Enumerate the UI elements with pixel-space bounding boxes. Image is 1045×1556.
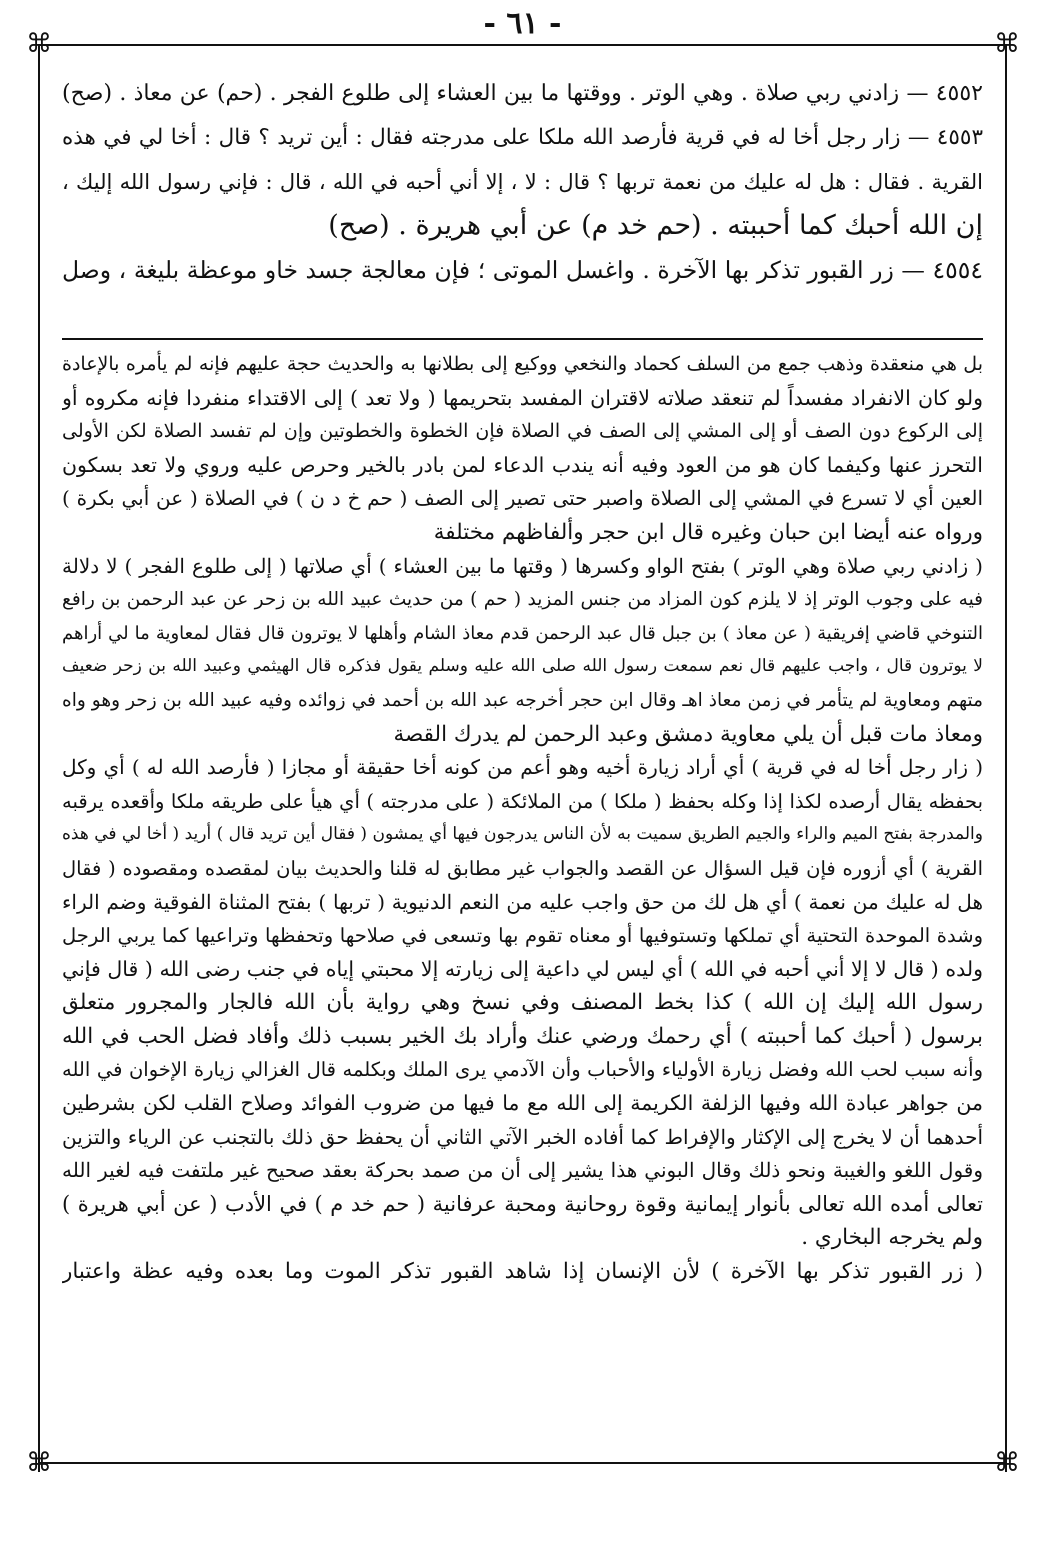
- commentary-line: برسول ( أحبك كما أحببته ) أي رحمك ورضي عنك وأراد بك الخير بسبب ذلك وأفاد فضل الحب في الله: [62, 1023, 983, 1049]
- corner-ornament-icon: ⌘: [994, 29, 1020, 59]
- commentary-line: ولده ( قال لا إلا أني أحبه في الله ) أي ليس لي داعية إلى زيارته إلا محبتي إياه في جنب رضى الله ( قال فإني: [62, 956, 983, 981]
- commentary-line: ولم يخرجه البخاري .: [801, 1225, 983, 1251]
- hadith-line: القرية . فقال : هل له عليك من نعمة تربها ؟ قال : لا ، إلا أني أحبه في الله ، قال : فإني رسول الله إليك ،: [62, 170, 983, 194]
- hadith-text-block: [62, 72, 983, 292]
- page-number: - ٦١ -: [483, 6, 562, 41]
- commentary-line: ( زادني ربي صلاة وهي الوتر ) بفتح الواو وكسرها ( وقتها ما بين العشاء ) أي صلاتها ( إلى طلوع الفجر ) لا دلالة: [62, 553, 983, 578]
- commentary-line: بل هي منعقدة وذهب جمع من السلف كحماد والنخعي ووكيع إلى بطلانها به والحديث حجة عليهم فإنه لم يأمره بالإعادة: [62, 353, 983, 375]
- commentary-line: من جواهر عبادة الله وفيها الزلفة الكريمة إلى الله مع ما فيها من ضروب الفوائد وصلاح القلب لكن بشرطين: [62, 1091, 983, 1116]
- commentary-line: لا يوترون قال ، واجب عليهم قال نعم سمعت رسول الله صلى الله عليه وسلم يقول فذكره قال الهيثمي وعبيد الله بن زحر ضعيف: [62, 656, 983, 677]
- commentary-line: والمدرجة بفتح الميم والراء والجيم الطريق سميت به لأن الناس يدرجون فيها أي يمشون ( فقال أين تريد قال ) أريد ( أخا لي في هذه: [62, 824, 983, 845]
- commentary-line: التحرز عنها وكيفما كان هو من العود وفيه أنه يندب الدعاء لمن بادر بالخير وحرص عليه وروي ولا تعد بسكون: [62, 452, 983, 477]
- hadith-line: إن الله أحبك كما أحببته . (حم خد م) عن أبي هريرة . (صح): [328, 210, 983, 241]
- commentary-line: فيه على وجوب الوتر إذ لا يلزم كون المزاد من جنس المزيد ( حم ) من حديث عبيد الله بن زحر عن عبد الرحمن بن رافع: [62, 589, 983, 611]
- commentary-line: ورواه عنه أيضا ابن حبان وغيره قال ابن حجر وألفاظهم مختلفة: [433, 519, 983, 545]
- commentary-block: [62, 348, 983, 1289]
- commentary-line: ( زار رجل أخا له في قرية ) أي أراد زيارة أخيه وهو أعم من كونه أخا حقيقة أو مجازا ( فأرصد الله له ) أي وكل: [62, 755, 983, 780]
- commentary-line: متهم ومعاوية لم يتأمر في زمن معاذ اهـ وقال ابن حجر أخرجه عبد الله بن أحمد في زوائده وفيه عبيد الله بن زحر وهو واه: [62, 689, 983, 711]
- commentary-line: القرية ) أي أزوره فإن قيل السؤال عن القصد والجواب غير مطابق له قلنا والحديث بيان لمقصده ومقصوده ( فقال: [62, 856, 983, 880]
- commentary-line: العين أي لا تسرع في المشي إلى الصلاة واصبر حتى تصير إلى الصف ( حم خ د ن ) في الصلاة ( عن أبي بكرة ): [62, 486, 983, 511]
- hadith-line: ٤٥٥٤ — زر القبور تذكر بها الآخرة . واغسل الموتى ؛ فإن معالجة جسد خاو موعظة بليغة ، وصل: [62, 256, 983, 284]
- top-rule: [38, 44, 1007, 46]
- commentary-line: تعالى أمده الله تعالى بأنوار إيمانية وقوة روحانية ومحبة عرفانية ( حم خد م ) في الأدب ( عن أبي هريرة ): [62, 1191, 983, 1216]
- commentary-line: رسول الله إليك إن الله ) كذا بخط المصنف وفي نسخ وهي رواية بأن الله فالجار والمجرور متعلق: [62, 990, 983, 1016]
- bottom-rule: [38, 1462, 1007, 1464]
- corner-ornament-icon: ⌘: [994, 1448, 1020, 1478]
- section-divider: [62, 338, 983, 340]
- commentary-line: التنوخي قاضي إفريقية ( عن معاذ ) بن جبل قال عبد الرحمن قدم معاذ الشام وأهلها لا يوترون قال فقال لمعاوية ما لي أراهم: [62, 622, 983, 644]
- commentary-line: ومعاذ مات قبل أن يلي معاوية دمشق وعبد الرحمن لم يدرك القصة: [393, 721, 983, 747]
- commentary-line: هل له عليك من نعمة ) أي هل لك من حق واجب عليه من النعم الدنيوية ( تربها ) بفتح المثناة الفوقية وضم الراء: [62, 889, 983, 914]
- commentary-line: ولو كان الانفراد مفسداً لم تنعقد صلاته لاقتران المفسد بتحريمها ( ولا تعد ) إلى الاقتداء منفردا فإنه مكروه أو: [62, 385, 983, 410]
- hadith-line: ٤٥٥٢ — زادني ربي صلاة . وهي الوتر . ووقتها ما بين العشاء إلى طلوع الفجر . (حم) عن معاذ . (صح): [62, 81, 983, 106]
- commentary-line: أحدهما أن لا يخرج إلى الإكثار والإفراط كما أفاده الخبر الآتي الثاني أن يحفظ حق ذلك بالتجنب عن الرياء والتزين: [62, 1124, 983, 1149]
- hadith-line: ٤٥٥٣ — زار رجل أخا له في قرية فأرصد الله ملكا على مدرجته فقال : أين تريد ؟ قال : أخا لي في هذه: [62, 125, 983, 150]
- commentary-line: ( زر القبور تذكر بها الآخرة ) لأن الإنسان إذا شاهد القبور تذكر الموت وما بعده وفيه عظة واعتبار: [62, 1259, 983, 1285]
- corner-ornament-icon: ⌘: [26, 1448, 52, 1478]
- commentary-line: إلى الركوع دون الصف أو إلى المشي إلى الصف في الصلاة فإن الخطوة والخطوتين وإن لم تفسد الصلاة لكن الأولى: [62, 420, 983, 443]
- commentary-line: وشدة الموحدة التحتية أي تملكها وتستوفيها أو معناه تقوم بها وتسعى في صلاحها وتحفظها وتراعيها كما يربي الرجل: [62, 924, 983, 948]
- commentary-line: وقول اللغو والغيبة ونحو ذلك وقال البوني هذا يشير إلى أن من صمد بحركة بعقد صحيح غير ملتفت فيه لغير الله: [62, 1158, 983, 1183]
- commentary-line: بحفظه يقال أرصده لكذا إذا وكله بحفظ ( ملكا ) من الملائكة ( على مدرجته ) أي هيأ على طريقه ملكا وأقعده يرقبه: [62, 789, 983, 813]
- corner-ornament-icon: ⌘: [26, 29, 52, 59]
- commentary-line: وأنه سبب لحب الله وفضل زيارة الأولياء والأحباب وأن الآدمي يرى الملك وبكلمه قال الغزالي زيارة الإخوان في الله: [62, 1058, 983, 1082]
